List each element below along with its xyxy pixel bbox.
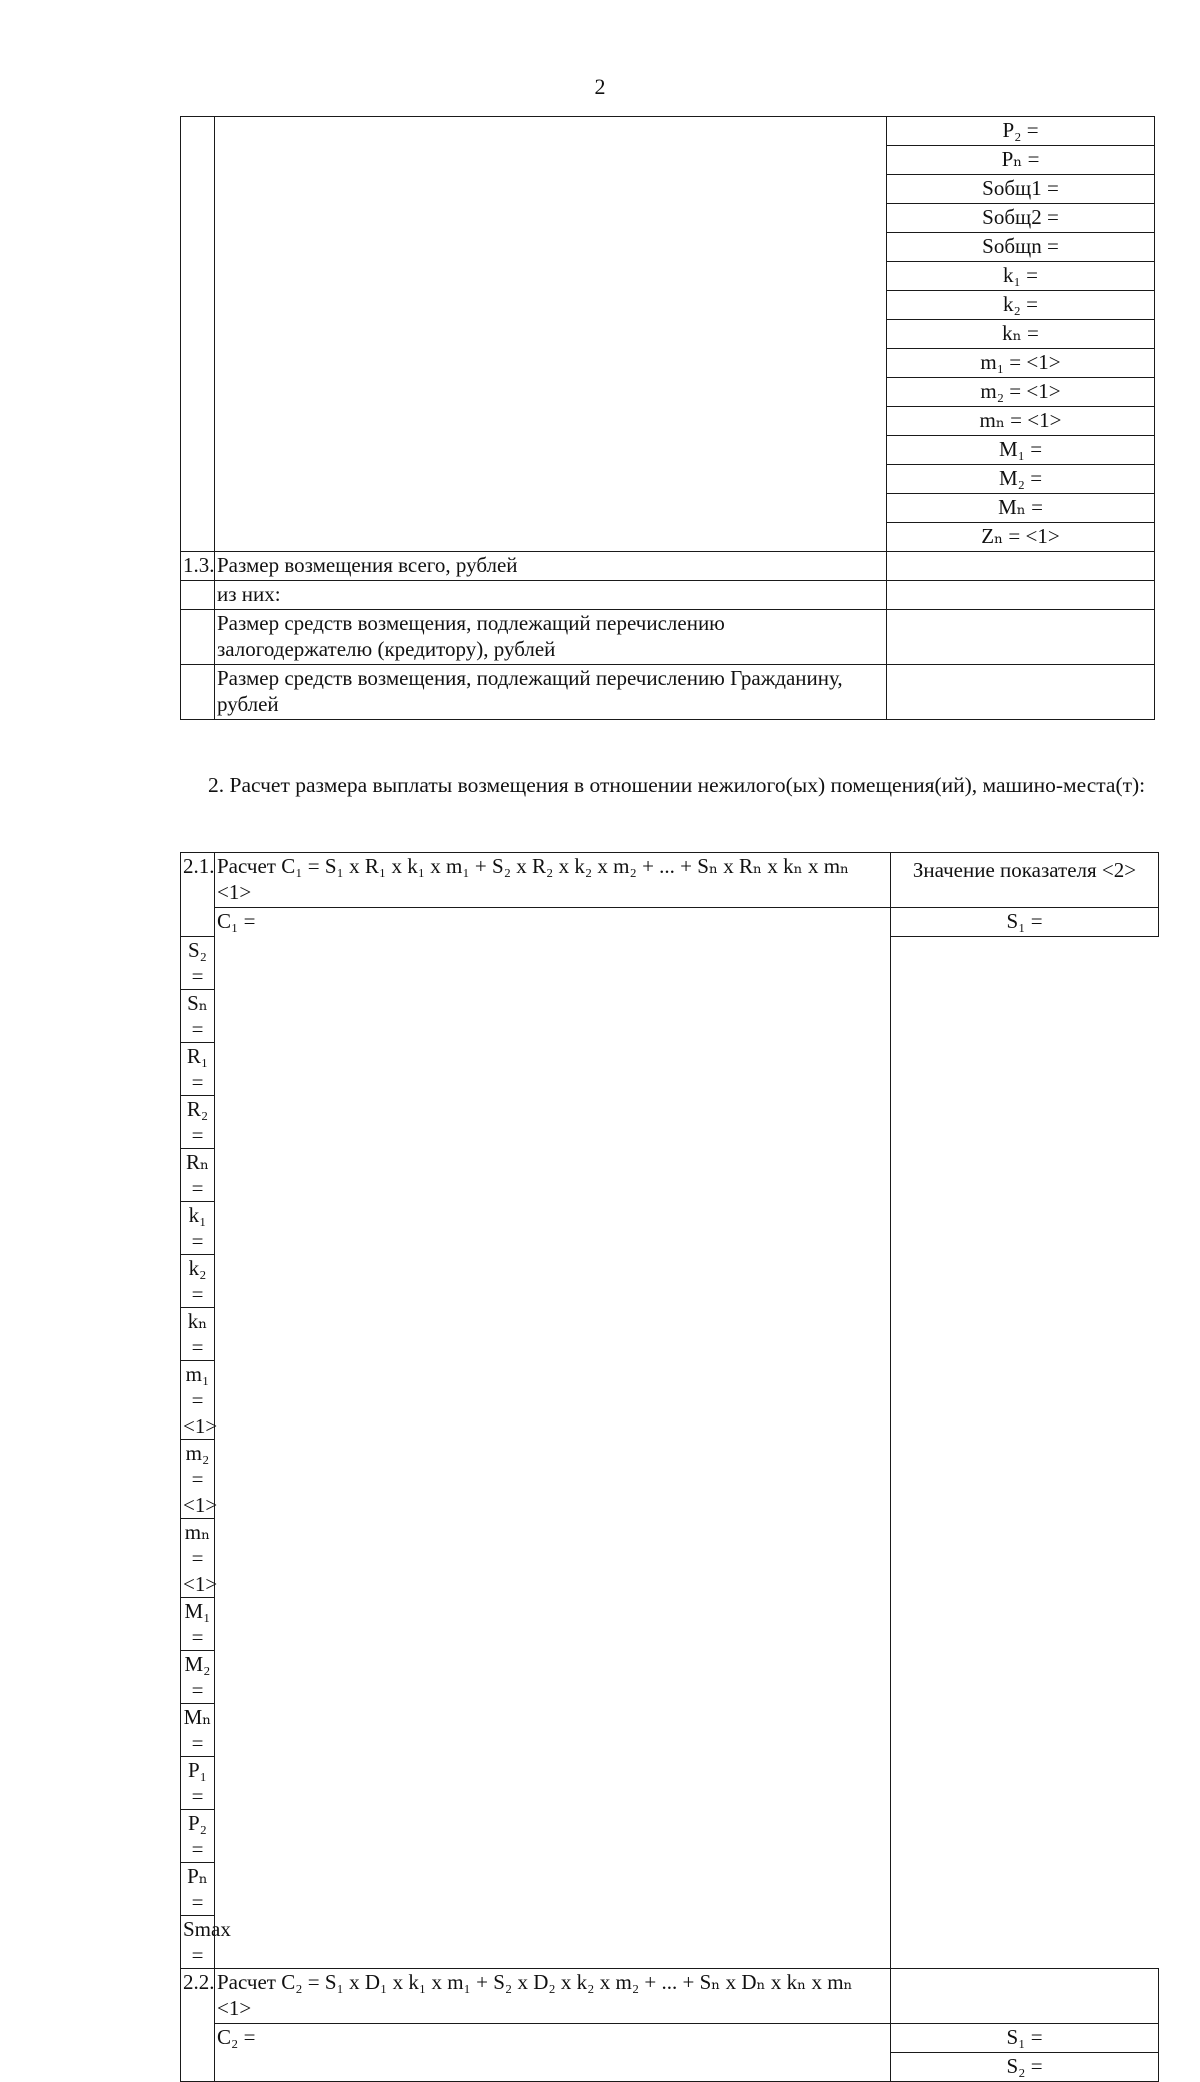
page-number: 2 [594,74,606,99]
indicator-value-cell: Pₙ = [181,1863,215,1916]
indicator-value-cell: k₁ = [181,1202,215,1255]
indicator-value-cell: mₙ = <1> [887,407,1155,436]
row-creditor [181,610,1155,665]
indicator-value-cell: M₂ = [887,465,1155,494]
indicator-value-cell: M₂ = [181,1651,215,1704]
row-label: из них: [215,581,887,610]
indicator-value-cell: m₁ = <1> [887,349,1155,378]
number-cell [181,117,215,552]
row-number: 2.2. [181,1969,215,2082]
indicator-value-cell: R₂ = [181,1096,215,1149]
section-2-heading: 2. Расчет размера выплаты возмещения в отношении нежилого(ых) помещения(ий), машино-места(т): [208,773,1146,797]
table-row [181,117,1155,146]
formula-c2: Расчет C₂ = S₁ x D₁ x k₁ x m₁ + S₂ x D₂ x k₂ x m₂ + ... + Sₙ x Dₙ x kₙ x mₙ <1> [215,1969,891,2024]
indicator-value-cell: M₁ = [181,1598,215,1651]
indicator-header: Значение показателя <2> [891,853,1159,908]
indicator-value-cell: Sобщ2 = [887,204,1155,233]
table-row [181,908,1159,937]
indicator-value-cell: Sобщn = [887,233,1155,262]
indicator-value-cell: S₁ = [891,2024,1159,2053]
indicator-value-cell: k₂ = [181,1255,215,1308]
row-number [181,665,215,720]
row-2-2-header [181,1969,1159,2024]
indicator-value-cell: P₂ = [887,117,1155,146]
calculation-cell [215,117,887,552]
row-number: 2.1. [181,853,215,937]
indicator-value-cell: Sобщ1 = [887,175,1155,204]
row-number: 1.3. [181,552,215,581]
row-label: Размер средств возмещения, подлежащий перечислению Гражданину, рублей [215,665,887,720]
result-c1: C₁ = [215,908,891,1969]
row-label: Размер возмещения всего, рублей [215,552,887,581]
indicator-value-cell: Mₙ = [181,1704,215,1757]
result-c2: C₂ = [215,2024,891,2082]
indicator-value-cell: kₙ = [181,1308,215,1361]
row-value [887,581,1155,610]
indicator-value-cell: S₂ = [181,937,215,990]
formula-c1: Расчет C₁ = S₁ x R₁ x k₁ x m₁ + S₂ x R₂ x k₂ x m₂ + ... + Sₙ x Rₙ x kₙ x mₙ <1> [215,853,891,908]
indicator-value-cell: Sₙ = [181,990,215,1043]
indicator-value-cell: P₂ = [181,1810,215,1863]
indicator-value-cell: mₙ = <1> [181,1519,215,1598]
indicator-value-cell: k₂ = [887,291,1155,320]
indicator-value-cell: m₁ = <1> [181,1361,215,1440]
indicator-value-cell: P₁ = [181,1757,215,1810]
row-value [887,552,1155,581]
indicator-header-empty [891,1969,1159,2024]
compensation-table-part-1 [180,116,1155,720]
indicator-value-cell: kₙ = [887,320,1155,349]
indicator-value-cell: m₂ = <1> [181,1440,215,1519]
row-1-3 [181,552,1155,581]
row-citizen [181,665,1155,720]
indicator-value-cell: M₁ = [887,436,1155,465]
row-label: Размер средств возмещения, подлежащий перечислению залогодержателю (кредитору), рублей [215,610,887,665]
indicator-value-cell: Rₙ = [181,1149,215,1202]
row-from-them [181,581,1155,610]
indicator-value-cell: S₁ = [891,908,1159,937]
table-row [181,2024,1159,2053]
row-value [887,665,1155,720]
indicator-value-cell: R₁ = [181,1043,215,1096]
indicator-value-cell: m₂ = <1> [887,378,1155,407]
row-number [181,610,215,665]
indicator-value-cell: k₁ = [887,262,1155,291]
indicator-value-cell: Pₙ = [887,146,1155,175]
row-value [887,610,1155,665]
row-2-1-header [181,853,1159,908]
indicator-value-cell: Mₙ = [887,494,1155,523]
indicator-value-cell: Smax = [181,1916,215,1969]
row-number [181,581,215,610]
indicator-value-cell: Zₙ = <1> [887,523,1155,552]
compensation-table-part-2 [180,852,1159,2082]
indicator-value-cell: S₂ = [891,2053,1159,2082]
